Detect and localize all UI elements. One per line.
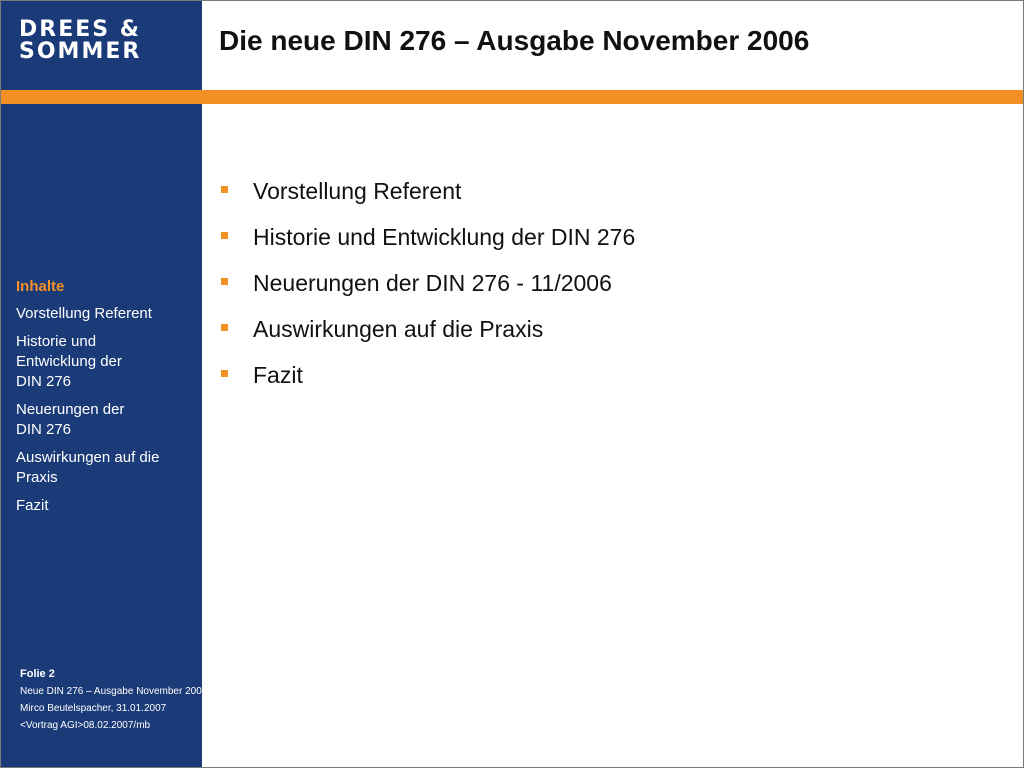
nav-item-auswirkungen[interactable]: Auswirkungen auf die Praxis	[16, 449, 160, 486]
square-bullet-icon	[221, 232, 228, 239]
slide-footer	[20, 668, 208, 734]
contents-nav	[16, 278, 196, 524]
agenda-item-text: Auswirkungen auf die Praxis	[253, 316, 544, 342]
square-bullet-icon	[221, 370, 228, 377]
nav-item-historie[interactable]: Historie und Entwicklung der DIN 276	[16, 333, 122, 390]
square-bullet-icon	[221, 278, 228, 285]
agenda-item-text: Neuerungen der DIN 276 - 11/2006	[253, 270, 612, 296]
sidebar	[1, 1, 208, 767]
footer-line-3: <Vortrag AGI>08.02.2007/mb	[20, 720, 151, 731]
footer-line-1: Neue DIN 276 – Ausgabe November 2006	[20, 686, 208, 697]
agenda-item-text: Fazit	[253, 362, 303, 388]
drees-sommer-logo	[19, 19, 141, 63]
nav-item-vorstellung[interactable]: Vorstellung Referent	[16, 305, 152, 322]
header-divider	[1, 90, 1023, 104]
nav-item-fazit[interactable]: Fazit	[16, 497, 49, 514]
agenda-item	[221, 359, 635, 405]
footer-line-2: Mirco Beutelspacher, 31.01.2007	[20, 703, 167, 714]
agenda-item-text: Vorstellung Referent	[253, 178, 462, 204]
agenda-item	[221, 175, 635, 221]
square-bullet-icon	[221, 186, 228, 193]
agenda-item-text: Historie und Entwicklung der DIN 276	[253, 224, 636, 250]
logo-line-1: DREES &	[19, 17, 141, 42]
nav-item-neuerungen[interactable]: Neuerungen der DIN 276	[16, 401, 125, 438]
nav-heading: Inhalte	[16, 278, 65, 295]
square-bullet-icon	[221, 324, 228, 331]
agenda-item	[221, 267, 635, 313]
agenda-item	[221, 221, 635, 267]
slide-number: Folie 2	[20, 668, 55, 680]
agenda-list	[221, 175, 635, 405]
agenda-item	[221, 313, 635, 359]
slide-title: Die neue DIN 276 – Ausgabe November 2006	[219, 25, 810, 56]
logo-line-2: SOMMER	[19, 39, 142, 64]
